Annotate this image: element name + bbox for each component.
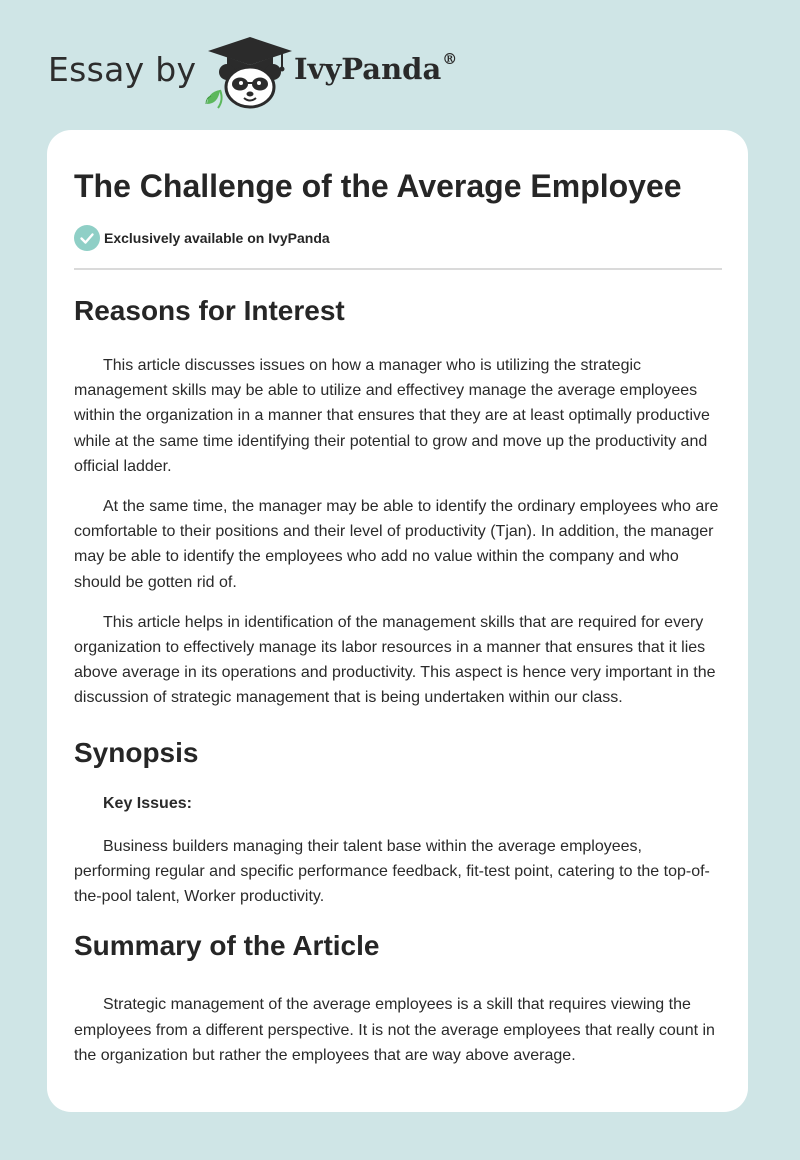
panda-graduate-logo[interactable] — [200, 34, 300, 110]
essay-card — [47, 130, 748, 1112]
check-circle-icon — [74, 225, 100, 251]
paragraph: This article helps in identification of the management skills that are required for every organization to effectively manage its labor resources in a manner that ensures that it lies above average in its operations and productivity. This aspect is hence very important in the discussion of strategic management that is being undertaken within our class. — [74, 613, 716, 707]
registered-mark: ® — [442, 50, 458, 68]
section-heading-summary: Summary of the Article — [74, 930, 380, 962]
brand-name[interactable]: IvyPanda® — [294, 50, 458, 86]
paragraph: Strategic management of the average employees is a skill that requires viewing the employees from a different perspective. It is not the average employees that really count in the organization but rather the employees that are way above average. — [74, 996, 715, 1064]
brand-header — [48, 30, 468, 110]
essay-title: The Challenge of the Average Employee — [74, 168, 682, 204]
brand-prefix: Essay by — [48, 50, 197, 89]
section-heading-synopsis: Synopsis — [74, 736, 199, 768]
paragraph: Business builders managing their talent base within the average employees, performing regular and specific performance feedback, fit-test point, catering to the top-of-the-pool talent, Worker productivity. — [74, 837, 710, 906]
key-issues-label: Key Issues: — [103, 794, 192, 812]
badge-text: Exclusively available on IvyPanda — [104, 230, 330, 246]
divider — [74, 268, 722, 270]
paragraph: This article discusses issues on how a manager who is utilizing the strategic management skills may be able to utilize and effectivey manage the average employees within the organization in a manner that ensures that they are at least optimally productive while at the same time identifying their potential to grow and move up the productivity and official ladder. — [74, 357, 710, 475]
section-heading-reasons: Reasons for Interest — [74, 295, 345, 326]
paragraph: At the same time, the manager may be able to identify the ordinary employees who are comfortable to their positions and their level of productivity (Tjan). In addition, the manager may be able to identify the employees who add no value within the company and who should be gotten rid of. — [74, 498, 719, 591]
exclusive-badge — [74, 224, 722, 252]
